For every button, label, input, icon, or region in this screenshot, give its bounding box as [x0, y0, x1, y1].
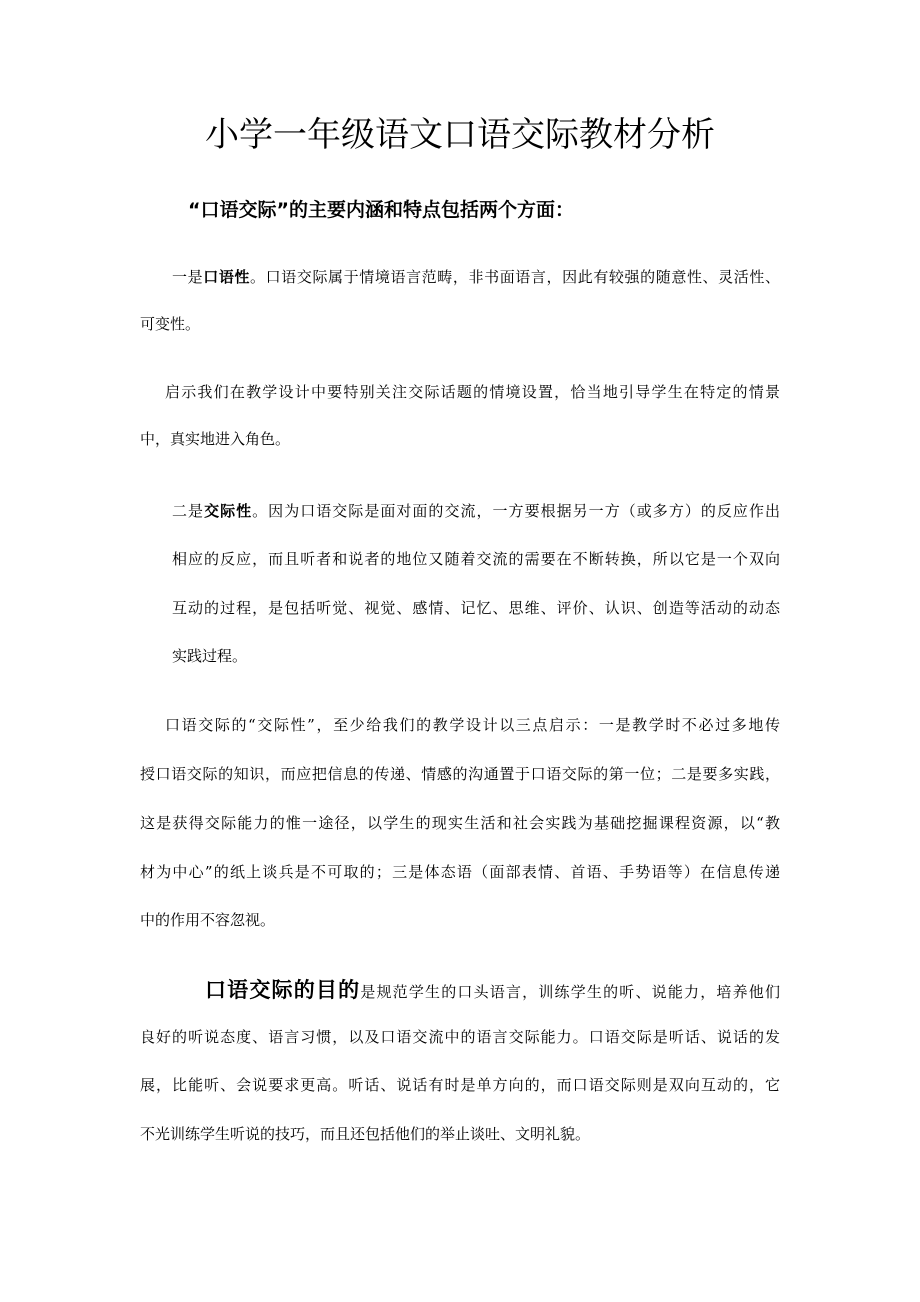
paragraph-line: 中，真实地进入角色。 — [140, 430, 291, 448]
paragraph-line: 可变性。 — [140, 315, 201, 333]
text: 是规范学生的口头语言，训练学生的听、说能力，培养他们 — [360, 983, 780, 1001]
paragraph-line: 不光训练学生听说的技巧，而且还包括他们的举止谈吐、文明礼貌。 — [140, 1125, 591, 1143]
paragraph-line: 启示我们在教学设计中要特别关注交际话题的情境设置，恰当地引导学生在特定的情景 — [165, 383, 780, 401]
paragraph-line: 互动的过程，是包括听觉、视觉、感情、记忆、思维、评价、认识、创造等活动的动态 — [172, 599, 780, 617]
section-heading: “口语交际”的主要内涵和特点包括两个方面： — [188, 199, 574, 221]
paragraph-line: 口语交际的“交际性”，至少给我们的教学设计以三点启示：一是教学时不必过多地传 — [165, 716, 780, 734]
document-title: 小学一年级语文口语交际教材分析 — [205, 115, 715, 155]
text: 。因为口语交际是面对面的交流，一方要根据另一方（或多方）的反应作出 — [252, 502, 780, 520]
text: 一是 — [172, 268, 204, 286]
text: 。口语交际属于情境语言范畴，非书面语言，因此有较强的随意性、灵活性、 — [250, 268, 780, 286]
paragraph-line: 授口语交际的知识，而应把信息的传递、情感的沟通置于口语交际的第一位；二是要多实践， — [140, 765, 780, 783]
paragraph-line — [205, 977, 780, 1005]
text: 二是 — [172, 502, 205, 520]
paragraph-line — [172, 267, 780, 287]
bold-term: 口语交际的目的 — [205, 978, 361, 1002]
paragraph-line: 这是获得交际能力的惟一途径，以学生的现实生活和社会实践为基础挖掘课程资源，以“教 — [140, 814, 780, 832]
paragraph-line: 实践过程。 — [172, 647, 248, 665]
paragraph-line: 中的作用不容忽视。 — [140, 911, 276, 929]
paragraph-line: 展，比能听、会说要求更高。听话、说话有时是单方向的，而口语交际则是双向互动的，它 — [140, 1076, 780, 1094]
paragraph-line: 材为中心”的纸上谈兵是不可取的；三是体态语（面部表情、首语、手势语等）在信息传递 — [140, 863, 780, 881]
paragraph-line: 相应的反应，而且听者和说者的地位又随着交流的需要在不断转换，所以它是一个双向 — [172, 550, 780, 568]
bold-term: 口语性 — [203, 268, 251, 286]
paragraph-line: 良好的听说态度、语言习惯，以及口语交流中的语言交际能力。口语交际是听话、说话的发 — [140, 1028, 780, 1046]
paragraph-line — [172, 501, 780, 521]
bold-term: 交际性 — [204, 502, 253, 520]
